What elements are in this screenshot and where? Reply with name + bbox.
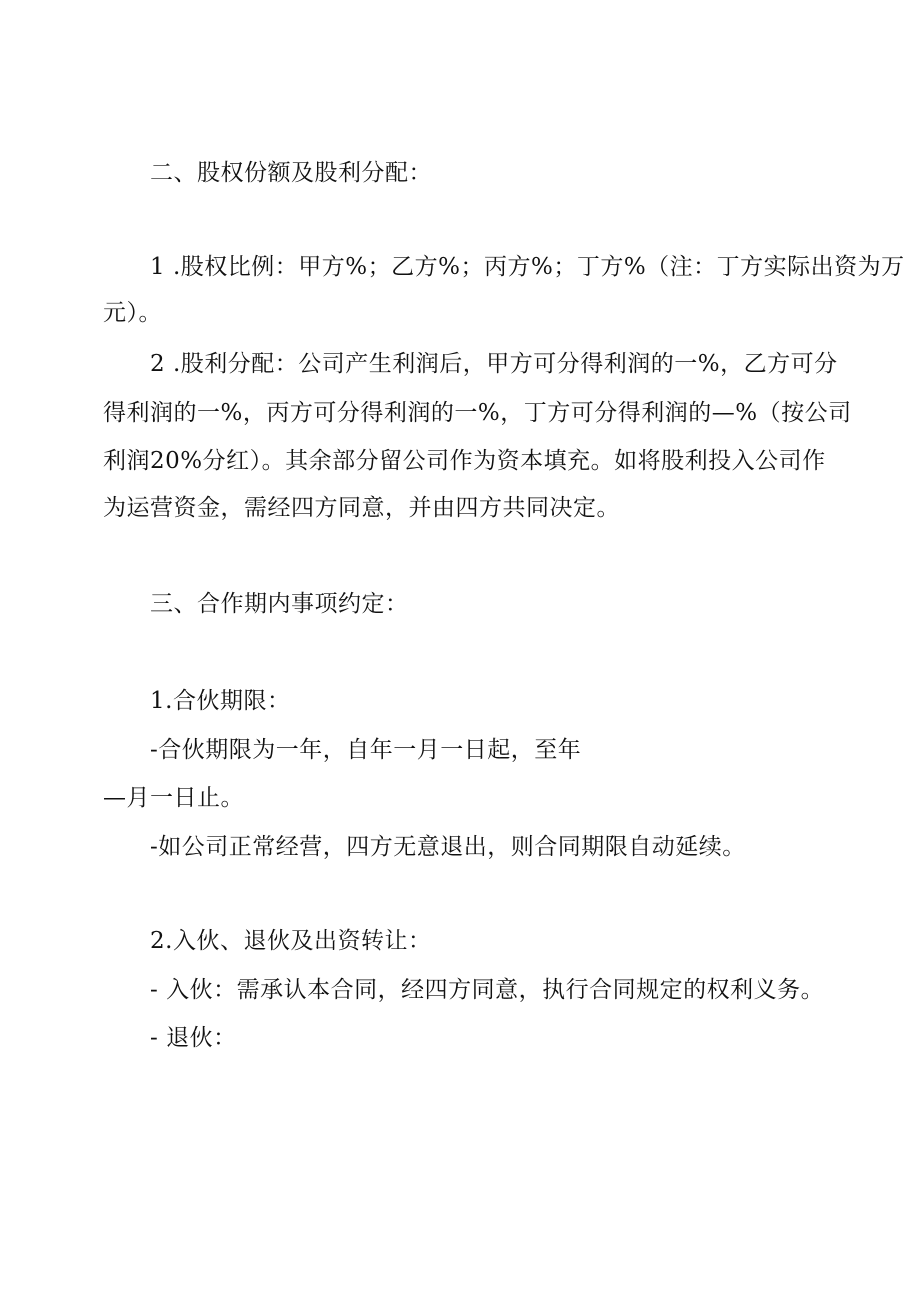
paragraph-equity-ratio-line-2: 元）。 — [103, 300, 162, 326]
paragraph-dividend-line-2: 得利润的一%，丙方可分得利润的一%，丁方可分得利润的—%（按公司 — [103, 400, 852, 426]
term-detail-line-1: -合伙期限为一年，自年一月一日起，至年 — [150, 737, 582, 763]
paragraph-dividend-line-4: 为运营资金，需经四方同意，并由四方共同决定。 — [103, 495, 620, 521]
item-join-withdraw-transfer: 2.入伙、退伙及出资转让： — [150, 928, 432, 954]
paragraph-equity-ratio-line-1: 1 .股权比例：甲方%；乙方%；丙方%；丁方%（注：丁方实际出资为万 — [150, 254, 905, 280]
term-detail-line-2: —月一日止。 — [103, 785, 244, 811]
join-rule: - 入伙：需承认本合同，经四方同意，执行合同规定的权利义务。 — [150, 977, 825, 1003]
item-partnership-term: 1.合伙期限： — [150, 688, 291, 714]
section-heading-equity: 二、股权份额及股利分配： — [150, 160, 432, 186]
paragraph-dividend-line-1: 2 .股利分配：公司产生利润后，甲方可分得利润的一%，乙方可分 — [150, 351, 838, 377]
withdraw-rule: - 退伙： — [150, 1025, 237, 1051]
section-heading-cooperation: 三、合作期内事项约定： — [150, 591, 409, 617]
term-auto-renewal: -如公司正常经营，四方无意退出，则合同期限自动延续。 — [150, 834, 746, 860]
paragraph-dividend-line-3: 利润20%分红）。其余部分留公司作为资本填充。如将股利投入公司作 — [103, 448, 826, 474]
